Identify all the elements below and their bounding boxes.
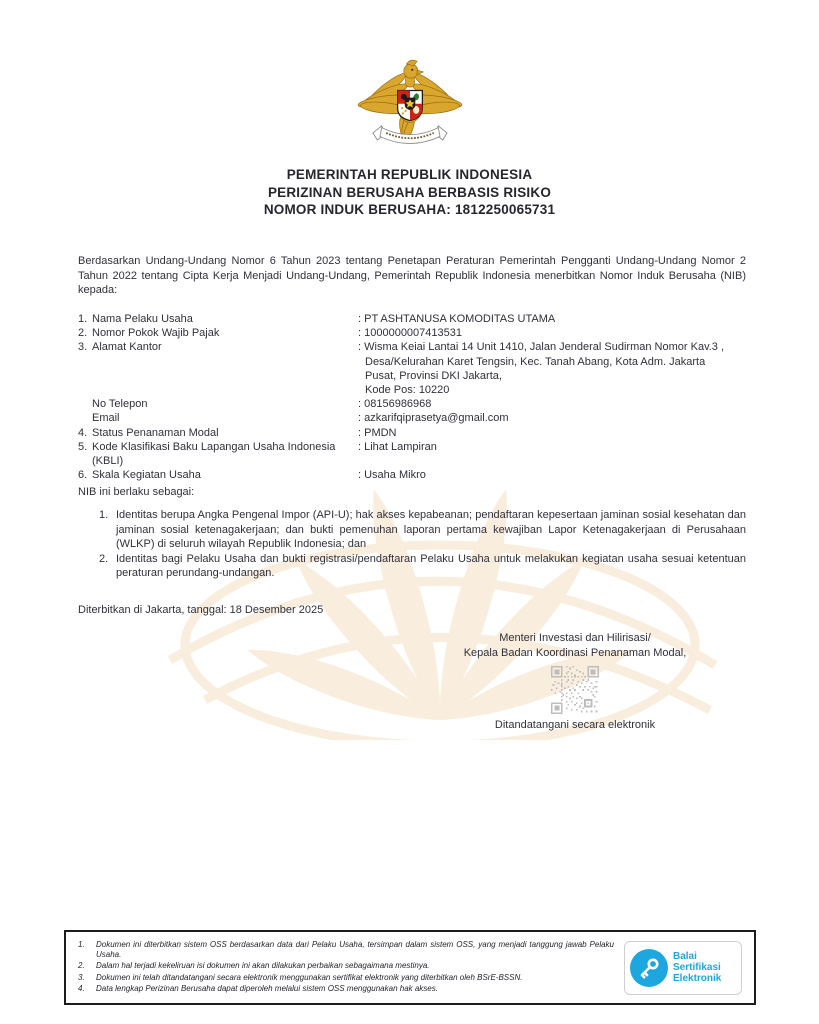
field-row-alamat [78,340,746,397]
field-number: 6. [78,469,88,482]
bse-logo-text [673,951,721,984]
garuda-pancasila-emblem [357,42,463,162]
field-value: : PT ASHTANUSA KOMODITAS UTAMA [358,313,556,325]
footer-note [78,984,614,994]
business-fields [78,312,746,482]
field-value: : Usaha Mikro [358,469,426,482]
item-number: 2. [99,552,109,565]
field-row-npwp [78,326,746,340]
field-label: Skala Kegiatan Usaha [92,469,201,482]
bse-logo-line: Sertifikasi [673,962,721,973]
key-icon [630,949,668,987]
valid-as-item [99,508,746,552]
intro-paragraph: Berdasarkan Undang-Undang Nomor 6 Tahun 2023 tentang Penetapan Peraturan Pemerintah Pengganti Undang-Undang Nomor 2 Tahun 2022 tentang Cipta Kerja Menjadi Undang-Undang, Pemerintah Republik Indonesia menerbitkan Nomor Induk Berusaha (NIB) kepada: [78,255,746,297]
field-label: No Telepon [92,398,148,411]
valid-as-heading: NIB ini berlaku sebagai: [78,486,195,498]
footer-disclaimer-box [64,930,756,1005]
field-row-status-modal [78,426,746,440]
field-row-kbli [78,440,746,468]
note-number: 2. [78,961,85,971]
note-number: 4. [78,983,85,993]
title-line-nib-number: NOMOR INDUK BERUSAHA: 1812250065731 [263,202,556,217]
address-line-2: Desa/Kelurahan Karet Tengsin, Kec. Tanah Abang, Kota Adm. Jakarta [365,355,706,368]
footer-note [78,961,614,971]
bsre-certification-logo [624,941,742,995]
field-number: 1. [78,313,88,325]
kbli-label-line-2: (KBLI) [92,455,124,468]
footer-note [78,940,614,960]
note-text: Data lengkap Perizinan Berusaha dapat diperoleh melalui sistem OSS menggunakan hak akses. [96,983,438,993]
footer-note [78,973,614,983]
note-text: Dokumen ini telah ditandatangani secara elektronik menggunakan sertifikat elektronik yang diterbitkan oleh BSrE-BSSN. [96,972,523,982]
field-label: Status Penanaman Modal [92,426,219,439]
note-text: Dokumen ini diterbitkan sistem OSS berdasarkan data dari Pelaku Usaha, tersimpan dalam sistem OSS, yang menjadi tanggung jawab Pelaku Usaha. [96,939,614,960]
field-value: : 08156986968 [358,398,432,411]
address-line-1: : Wisma Keiai Lantai 14 Unit 1410, Jalan Jenderal Sudirman Nomor Kav.3 , [358,341,725,354]
field-number: 5. [78,440,88,453]
field-label: Nama Pelaku Usaha [92,313,193,325]
field-label: Alamat Kantor [92,341,162,354]
field-value: : Lihat Lampiran [358,440,437,453]
field-row-nama [78,312,746,326]
field-number: 3. [78,341,88,354]
signatory-title-line-2: Kepala Badan Koordinasi Penanaman Modal, [463,647,687,659]
note-number: 3. [78,972,85,982]
issued-line: Diterbitkan di Jakarta, tanggal: 18 Desember 2025 [78,604,324,616]
item-text: Identitas bagi Pelaku Usaha dan bukti registrasi/pendaftaran Pelaku Usaha untuk melakukan kegiatan usaha sesuai ketentuan peraturan perundang-undangan. [116,552,746,579]
field-label: Email [92,412,120,425]
valid-as-list [99,508,746,581]
document-title [0,166,819,219]
kbli-label-line-1: Kode Klasifikasi Baku Lapangan Usaha Indonesia [92,440,336,453]
field-row-skala [78,468,746,482]
qr-code-icon [551,666,599,714]
electronic-signature-note: Ditandatangani secara elektronik [494,719,656,731]
field-value: : 1000000007413531 [358,327,462,340]
signatory-title-line-1: Menteri Investasi dan Hilirisasi/ [499,632,651,644]
field-value: : azkarifqiprasetya@gmail.com [358,412,509,425]
address-line-4: Kode Pos: 10220 [365,384,450,397]
field-value [358,340,746,397]
bse-logo-line: Balai [673,951,697,962]
field-value: : PMDN [358,426,397,439]
valid-as-item [99,552,746,581]
note-number: 1. [78,939,85,949]
signature-block [415,631,735,733]
footer-notes [66,934,620,1001]
field-row-telepon [78,397,746,411]
title-line-country: PEMERINTAH REPUBLIK INDONESIA [286,167,533,182]
note-text: Dalam hal terjadi kekeliruan isi dokumen ini akan dilakukan perbaikan sebagaimana mestinya. [96,961,430,971]
item-text: Identitas berupa Angka Pengenal Impor (API-U); hak akses kepabeanan; pendaftaran kepesertaan jaminan sosial kesehatan dan jaminan sosial ketenagakerjaan; dan bukti pemenuhan laporan pertama kewajiban Lapor Ketenagakerjaan di Perusahaan (WLKP) di seluruh wilayah Republik Indonesia; dan [116,509,746,550]
field-label [92,440,358,468]
address-line-3: Pusat, Provinsi DKI Jakarta, [365,369,502,382]
title-line-license: PERIZINAN BERUSAHA BERBASIS RISIKO [267,184,552,200]
item-number: 1. [99,509,109,521]
field-number: 2. [78,327,88,340]
bse-logo-line: Elektronik [673,973,722,984]
field-label: Nomor Pokok Wajib Pajak [92,327,220,340]
field-number: 4. [78,426,88,439]
field-row-email [78,411,746,425]
